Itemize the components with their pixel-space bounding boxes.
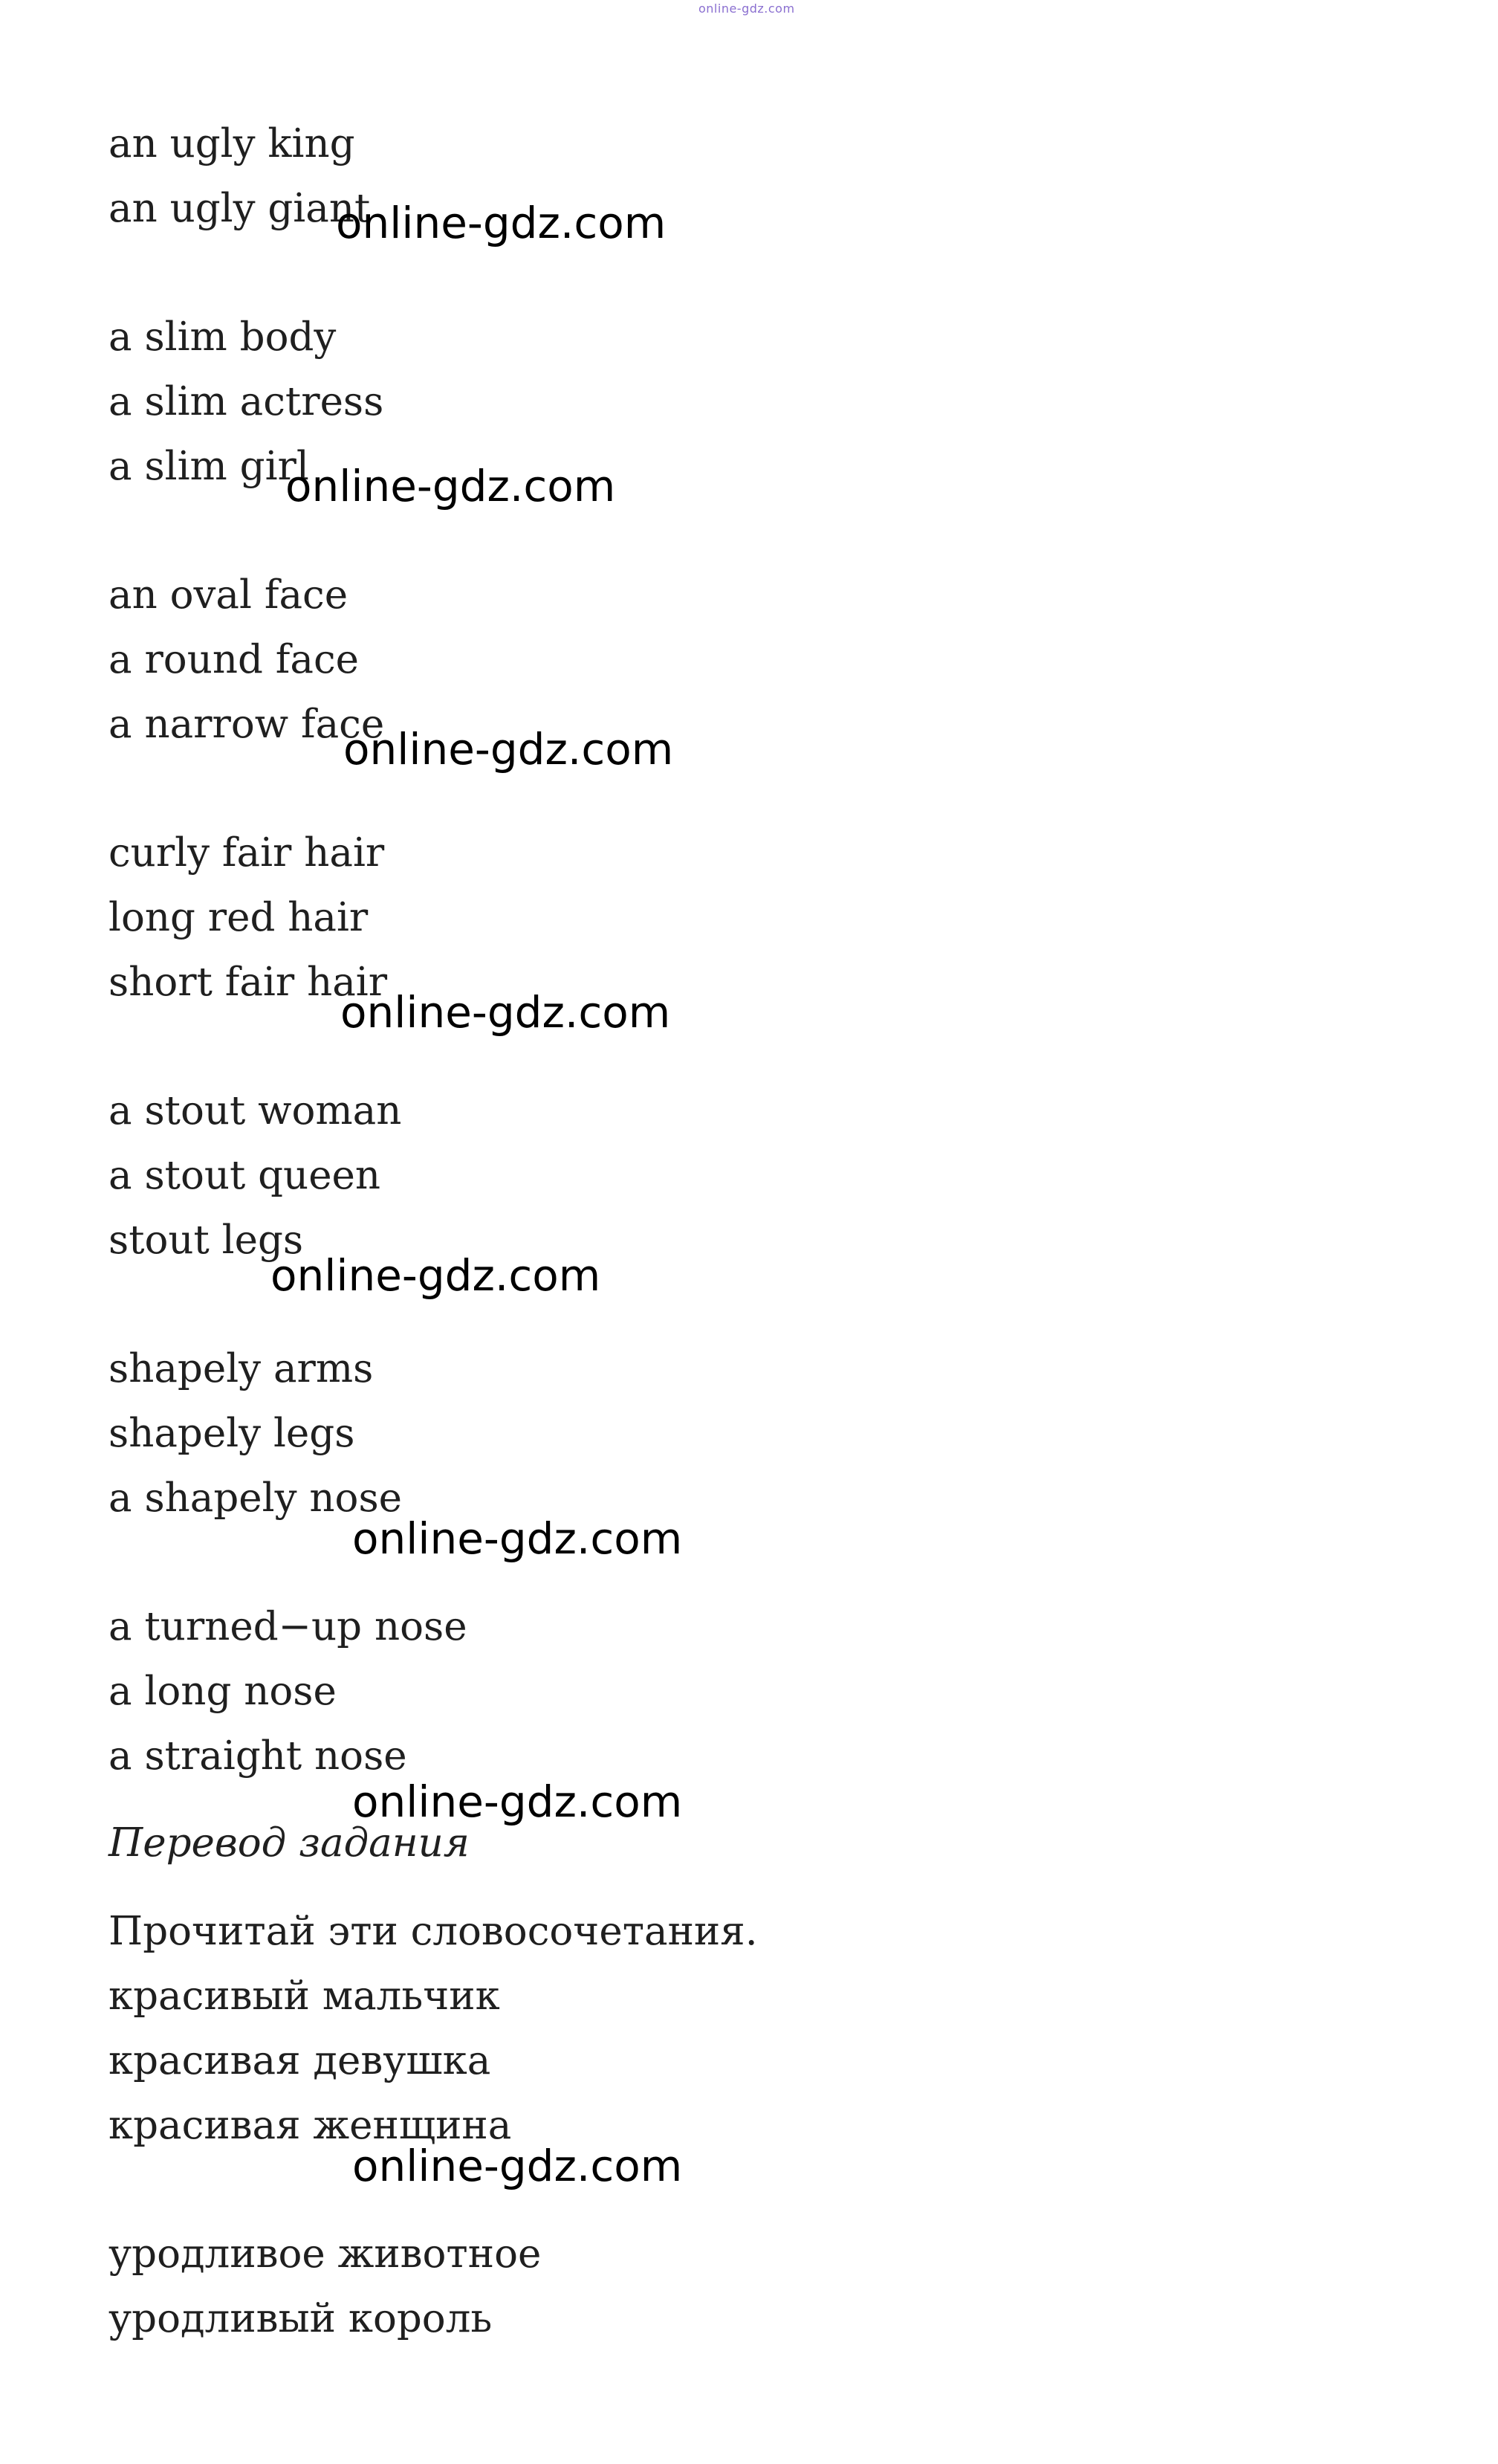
text-line: a long nose — [108, 1669, 337, 1714]
text-line: long red hair — [108, 895, 369, 940]
watermark: online-gdz.com — [340, 987, 671, 1038]
text-line: красивая женщина — [108, 2103, 512, 2148]
text-line: shapely arms — [108, 1346, 374, 1391]
text-line: short fair hair — [108, 960, 388, 1005]
text-line: a round face — [108, 637, 359, 682]
watermark: online-gdz.com — [285, 461, 616, 511]
text-line: уродливый король — [108, 2296, 493, 2341]
watermark: online-gdz.com — [270, 1250, 601, 1301]
text-line: a straight nose — [108, 1733, 407, 1779]
text-line: красивая девушка — [108, 2038, 491, 2083]
watermark: online-gdz.com — [343, 724, 674, 775]
text-line: a narrow face — [108, 702, 385, 747]
text-line: stout legs — [108, 1218, 304, 1263]
text-line: a slim body — [108, 314, 337, 360]
watermark: online-gdz.com — [352, 2141, 683, 2191]
watermark: online-gdz.com — [352, 1513, 683, 1564]
text-line: shapely legs — [108, 1411, 355, 1456]
text-line: уродливое животное — [108, 2231, 542, 2277]
watermark: online-gdz.com — [336, 198, 667, 248]
header-watermark: online-gdz.com — [698, 1, 795, 16]
section-heading: Перевод задания — [108, 1820, 470, 1866]
text-line: an oval face — [108, 572, 348, 618]
text-line: an ugly king — [108, 121, 355, 166]
text-line: a turned−up nose — [108, 1604, 467, 1649]
text-line: curly fair hair — [108, 830, 385, 876]
text-line: a slim actress — [108, 379, 384, 424]
text-line: Прочитай эти словосочетания. — [108, 1909, 758, 1954]
text-line: a stout queen — [108, 1153, 381, 1198]
text-line: красивый мальчик — [108, 1973, 500, 2019]
text-line: a slim girl — [108, 444, 309, 489]
text-line: a shapely nose — [108, 1475, 403, 1521]
text-line: a stout woman — [108, 1088, 402, 1134]
text-line: an ugly giant — [108, 186, 371, 231]
watermark: online-gdz.com — [352, 1776, 683, 1827]
